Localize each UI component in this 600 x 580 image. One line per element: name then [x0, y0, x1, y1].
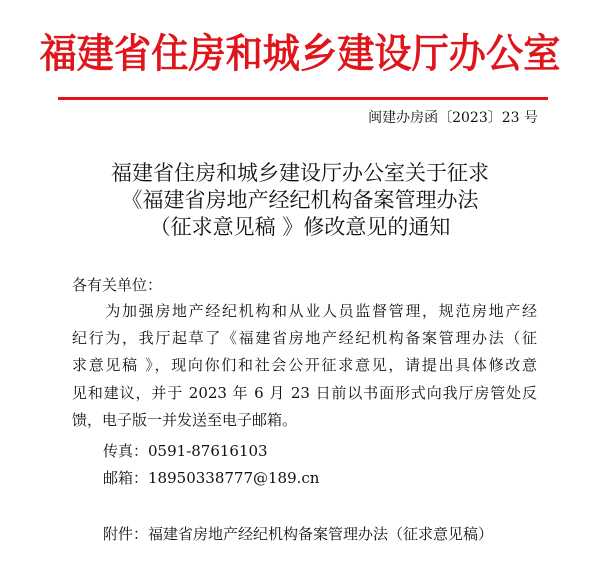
- salutation: 各有关单位：: [72, 276, 163, 294]
- document-number: 闽建办房函〔2023〕23 号: [368, 110, 538, 126]
- body-paragraph: [72, 298, 537, 434]
- header-red-rule: [58, 97, 548, 100]
- fax-number: 0591-87616103: [148, 442, 268, 460]
- body-line: 见和建议，并于 2023 年 6 月 23 日前以书面形式向我厅房管处反: [72, 383, 537, 402]
- issuing-office-header: 福建省住房和城乡建设厅办公室: [39, 31, 561, 77]
- email-label: 邮箱：: [103, 469, 149, 487]
- body-line: 纪行为，我厅起草了《福建省房地产经纪机构备案管理办法（征: [72, 329, 537, 348]
- fax-line: [103, 441, 268, 461]
- title-line-1: 福建省住房和城乡建设厅办公室关于征求: [111, 161, 489, 185]
- email-line: [103, 468, 319, 488]
- attachment-line: 附件：福建省房地产经纪机构备案管理办法（征求意见稿）: [103, 525, 494, 543]
- notice-title: [0, 160, 600, 241]
- fax-label: 传真：: [103, 442, 149, 460]
- title-line-2: 《福建省房地产经纪机构备案管理办法: [121, 188, 479, 212]
- body-line: 为加强房地产经纪机构和从业人员监督管理，规范房地产经: [72, 302, 537, 320]
- body-line: 求意见稿 》，现向你们和社会公开征求意见，请提出具体修改意: [72, 356, 537, 375]
- body-line: 馈，电子版一并发送至电子邮箱。: [72, 410, 298, 429]
- email-address[interactable]: 18950338777@189.cn: [148, 469, 320, 487]
- title-line-3: （征求意见稿 》修改意见的通知: [149, 215, 451, 239]
